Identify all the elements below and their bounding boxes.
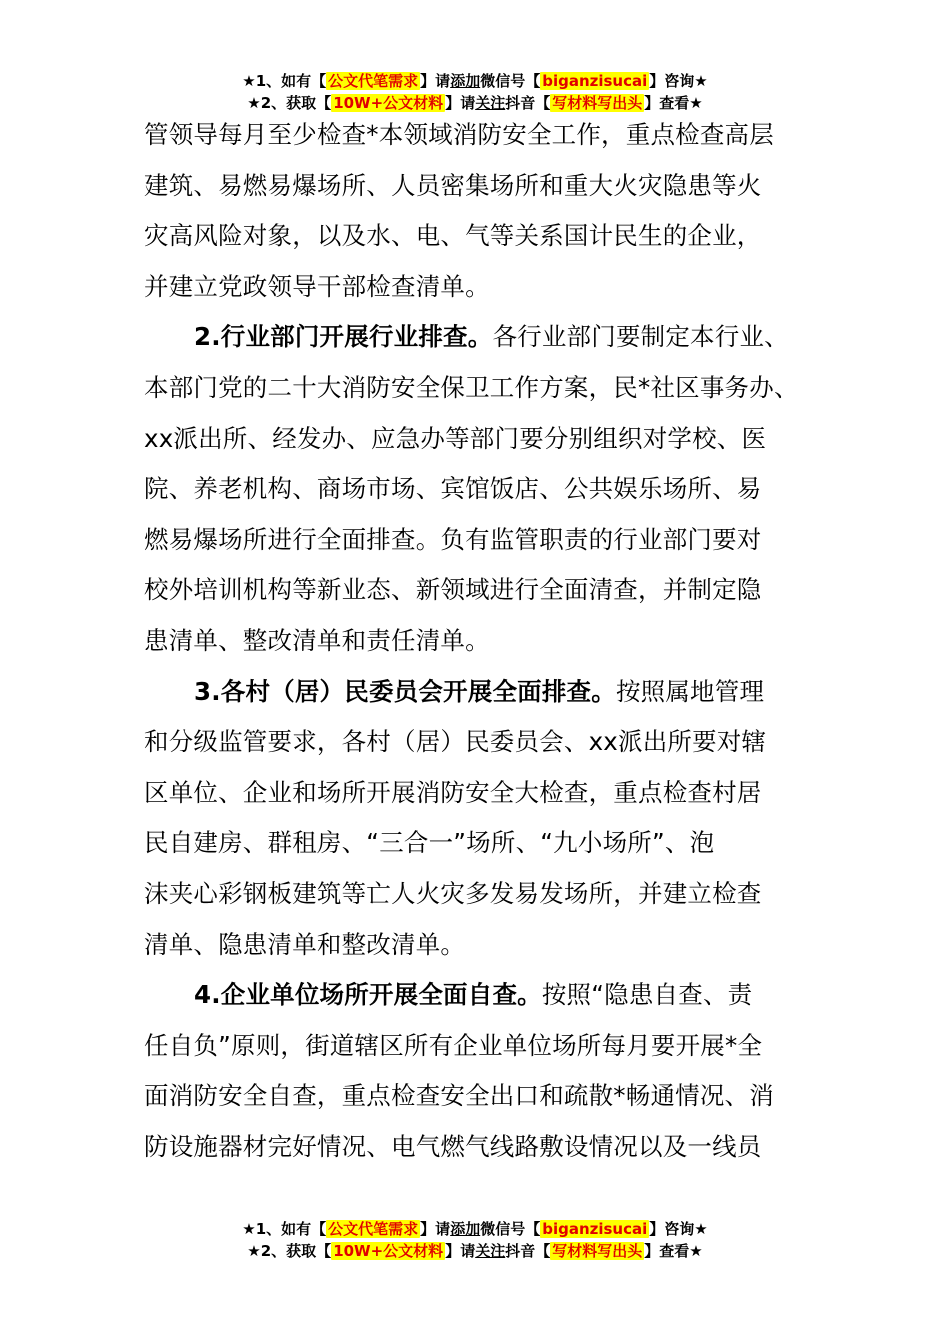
banner-highlight: biganzisucai <box>542 72 648 90</box>
paragraph-line: 灾高风险对象，以及水、电、气等关系国计民生的企业， <box>144 221 762 251</box>
paragraph-line: 区单位、企业和场所开展消防安全大检查，重点检查村居 <box>144 777 762 807</box>
banner-text: 】咨询★ <box>649 72 708 90</box>
paragraph-line: 校外培训机构等新业态、新领域进行全面清查，并制定隐 <box>144 575 762 605</box>
banner-text: 】查看★ <box>644 94 703 112</box>
paragraph-line: 管领导每月至少检查*本领域消防安全工作，重点检查高层 <box>144 120 774 149</box>
header-banner <box>0 70 950 114</box>
banner-text: 微信号【 <box>480 1220 541 1238</box>
banner-highlight: 公文代笔需求 <box>328 72 419 90</box>
paragraph-line: 面消防安全自查，重点检查安全出口和疏散*畅通情况、消 <box>144 1081 774 1111</box>
banner-underline: 添加 <box>450 1220 481 1238</box>
paragraph-line: 患清单、整改清单和责任清单。 <box>144 625 490 655</box>
document-body <box>144 110 824 1172</box>
banner-highlight: 公文代笔需求 <box>328 1220 419 1238</box>
banner-text: 】请 <box>445 94 476 112</box>
banner-text: 抖音【 <box>505 94 551 112</box>
paragraph-line: xx派出所、经发办、应急办等部门要分别组织对学校、医 <box>144 423 767 453</box>
banner-underline: 关注 <box>475 1242 506 1260</box>
paragraph-text: 各行业部门要制定本行业、 <box>492 322 789 352</box>
section-heading: 2.行业部门开展行业排查。 <box>194 322 493 352</box>
paragraph-line: 和分级监管要求，各村（居）民委员会、xx派出所要对辖 <box>144 727 767 757</box>
banner-text: 】查看★ <box>644 1242 703 1260</box>
paragraph-text: 按照“隐患自查、责 <box>541 980 753 1010</box>
paragraph-line: 燃易爆场所进行全面排查。负有监管职责的行业部门要对 <box>144 524 762 554</box>
banner-text: 】请 <box>445 1242 476 1260</box>
section-heading: 3.各村（居）民委员会开展全面排查。 <box>194 676 616 706</box>
banner-text: ★1、如有【 <box>242 1220 327 1238</box>
banner-highlight: 10W+公文材料 <box>333 94 444 112</box>
paragraph-line: 本部门党的二十大消防安全保卫工作方案，民*社区事务办、 <box>144 372 799 402</box>
banner-text: 抖音【 <box>505 1242 551 1260</box>
banner-line-1 <box>0 1218 950 1240</box>
paragraph-line: 沫夹心彩钢板建筑等亡人火灾多发易发场所，并建立检查 <box>144 878 762 908</box>
section-heading: 4.企业单位场所开展全面自查。 <box>194 980 542 1010</box>
banner-line-2 <box>0 1240 950 1262</box>
paragraph-line: 清单、隐患清单和整改清单。 <box>144 929 466 959</box>
paragraph-line: 院、养老机构、商场市场、宾馆饭店、公共娱乐场所、易 <box>144 474 762 504</box>
banner-text: ★2、获取【 <box>247 1242 332 1260</box>
banner-text: ★1、如有【 <box>242 72 327 90</box>
paragraph-line: 建筑、易燃易爆场所、人员密集场所和重大火灾隐患等火 <box>144 170 762 200</box>
paragraph-first-line <box>144 667 824 718</box>
banner-line-1 <box>0 70 950 92</box>
paragraph-line: 防设施器材完好情况、电气燃气线路敷设情况以及一线员 <box>144 1131 762 1161</box>
paragraph-line: 民自建房、群租房、“三合一”场所、“九小场所”、泡 <box>144 828 715 858</box>
paragraph-text: 按照属地管理 <box>615 676 765 706</box>
banner-text: 】请 <box>420 1220 451 1238</box>
banner-underline: 添加 <box>450 72 481 90</box>
banner-text: 】咨询★ <box>649 1220 708 1238</box>
banner-highlight: 10W+公文材料 <box>333 1242 444 1260</box>
banner-highlight: 写材料写出头 <box>552 1242 643 1260</box>
banner-text: 微信号【 <box>480 72 541 90</box>
banner-highlight: biganzisucai <box>542 1220 648 1238</box>
paragraph-line: 任自负”原则，街道辖区所有企业单位场所每月要开展*全 <box>144 1030 763 1060</box>
paragraph-first-line <box>144 312 824 363</box>
banner-text: 】请 <box>420 72 451 90</box>
paragraph-line: 并建立党政领导干部检查清单。 <box>144 271 490 301</box>
banner-text: ★2、获取【 <box>247 94 332 112</box>
paragraph-first-line <box>144 970 824 1021</box>
banner-underline: 关注 <box>475 94 506 112</box>
footer-banner <box>0 1218 950 1262</box>
banner-highlight: 写材料写出头 <box>552 94 643 112</box>
